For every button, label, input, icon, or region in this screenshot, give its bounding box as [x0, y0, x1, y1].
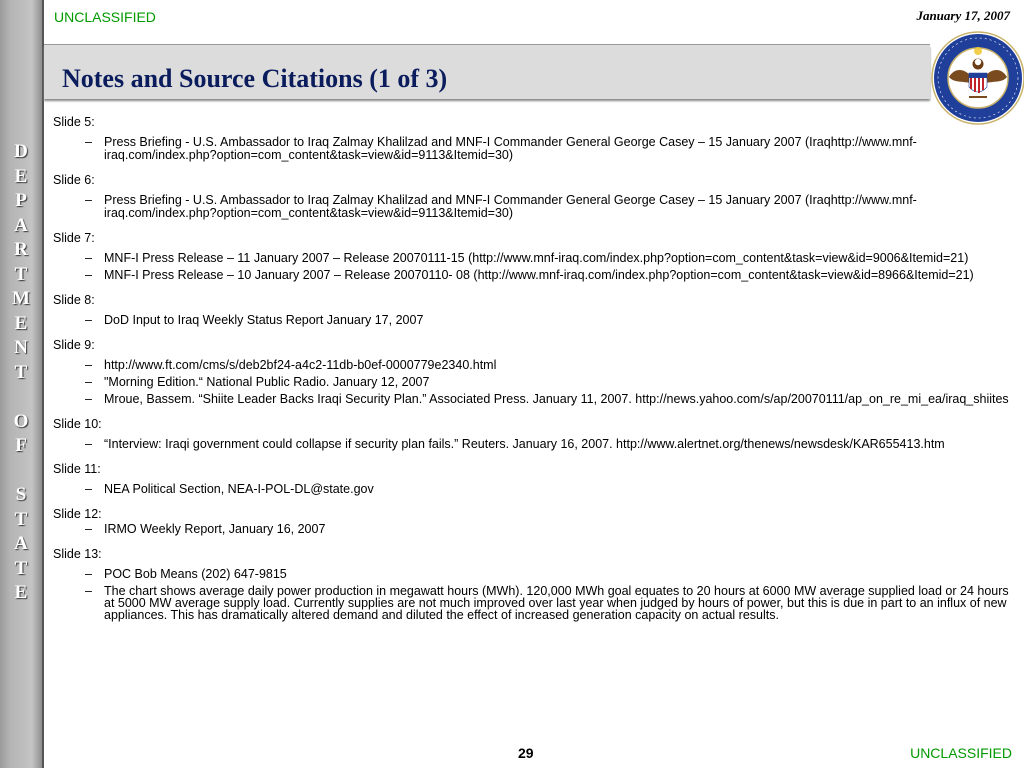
sidebar-letter: A	[14, 533, 28, 554]
slide-heading: Slide 11:	[53, 462, 101, 476]
slide-heading: Slide 7:	[53, 231, 95, 245]
department-of-state-seal-icon	[931, 31, 1024, 125]
slide-heading: Slide 10:	[53, 417, 102, 431]
citation-text: Mroue, Bassem. “Shiite Leader Backs Iraqi Security Plan.” Associated Press. January 11, 2007. http://news.yahoo.com/s/ap/20070111/ap_on_re_mi_ea/iraq_shiites	[104, 392, 1009, 406]
header-date: January 17, 2007	[916, 8, 1010, 23]
dash-bullet: –	[85, 375, 92, 389]
sidebar-letter: N	[14, 337, 28, 358]
citation-text: “Interview: Iraqi government could collapse if security plan fails.” Reuters. January 16, 2007. http://www.alertnet.org/thenews/newsdesk/KAR655413.htm	[104, 437, 945, 451]
slide-heading: Slide 8:	[53, 293, 95, 307]
sidebar-letter: F	[15, 435, 27, 456]
citation-text: "Morning Edition.“ National Public Radio. January 12, 2007	[104, 375, 430, 389]
dash-bullet: –	[85, 135, 92, 149]
sidebar-letter: P	[15, 190, 27, 211]
citation-text: Press Briefing - U.S. Ambassador to Iraq Zalmay Khalilzad and MNF-I Commander General George Casey – 15 January 2007 (Iraqhttp://www.mnf-iraq.com/index.php?option=com_content&task=view&id=9113&Itemid=30)	[104, 193, 917, 220]
citation-item	[53, 194, 1013, 220]
citation-item	[53, 252, 1013, 265]
sidebar-letter: T	[14, 361, 28, 383]
citation-item	[53, 523, 1013, 536]
slide-heading: Slide 5:	[53, 115, 95, 129]
sidebar-letter: E	[14, 165, 28, 187]
page-number: 29	[518, 745, 534, 761]
citation-item	[53, 568, 1013, 581]
sidebar-letter: T	[14, 557, 28, 579]
sidebar-word-gap	[0, 385, 42, 410]
slide-7-citations	[53, 232, 1013, 282]
citation-text: NEA Political Section, NEA-I-POL-DL@state.gov	[104, 482, 374, 496]
dash-bullet: –	[85, 567, 92, 581]
slide-heading: Slide 9:	[53, 338, 95, 352]
sidebar-letter: T	[14, 263, 28, 285]
citation-text: The chart shows average daily power production in megawatt hours (MWh). 120,000 MWh goal equates to 20 hours at 6000 MW average supplied load or 24 hours at 5000 MW average supply load. Currently supplies are not much improved over last year when judged by hours of power, but this is due in part to an influx of new appliances. This has dramatically altered demand and diluted the effect of increased generation capacity on actual results.	[104, 584, 1009, 622]
dash-bullet: –	[85, 313, 92, 327]
citation-item	[53, 136, 1013, 162]
citation-text: MNF-I Press Release – 10 January 2007 – Release 20070110- 08 (http://www.mnf-iraq.com/index.php?option=com_content&task=view&id=8966&Itemid=21)	[104, 268, 974, 282]
dash-bullet: –	[85, 268, 92, 282]
sidebar-word-gap	[0, 459, 42, 484]
citation-text: http://www.ft.com/cms/s/deb2bf24-a4c2-11db-b0ef-0000779e2340.html	[104, 358, 497, 372]
dash-bullet: –	[85, 251, 92, 265]
sidebar-letter: A	[14, 214, 28, 236]
top-classification-label: UNCLASSIFIED	[54, 9, 156, 25]
slide-8-citations	[53, 294, 1013, 327]
citation-item	[53, 393, 1013, 406]
citation-text: DoD Input to Iraq Weekly Status Report January 17, 2007	[104, 313, 424, 327]
slide-9-citations	[53, 339, 1013, 406]
citation-item	[53, 269, 1013, 282]
sidebar-letter: T	[14, 508, 28, 530]
sidebar-letter: D	[14, 141, 28, 162]
dash-bullet: –	[85, 584, 92, 598]
citation-item	[53, 376, 1013, 389]
bottom-classification-label: UNCLASSIFIED	[910, 745, 1012, 761]
dash-bullet: –	[85, 193, 92, 207]
citation-item	[53, 585, 1013, 621]
slide-heading: Slide 6:	[53, 173, 95, 187]
dash-bullet: –	[85, 392, 92, 406]
citation-item	[53, 359, 1013, 372]
slide-5-citations	[53, 116, 1013, 162]
citation-text: Press Briefing - U.S. Ambassador to Iraq Zalmay Khalilzad and MNF-I Commander General George Casey – 15 January 2007 (Iraqhttp://www.mnf-iraq.com/index.php?option=com_content&task=view&id=9113&Itemid=30)	[104, 135, 917, 162]
page-title: Notes and Source Citations (1 of 3)	[62, 64, 448, 93]
slide-6-citations	[53, 174, 1013, 220]
dash-bullet: –	[85, 437, 92, 451]
dash-bullet: –	[85, 482, 92, 496]
sidebar-letter: E	[14, 582, 28, 603]
sidebar-letter: S	[15, 484, 27, 505]
slide-10-citations	[53, 418, 1013, 451]
dash-bullet: –	[85, 358, 92, 372]
sidebar-letter: R	[14, 239, 28, 260]
citation-text: MNF-I Press Release – 11 January 2007 – Release 20070111-15 (http://www.mnf-iraq.com/index.php?option=com_content&task=view&id=9006&Itemid=21)	[104, 251, 969, 265]
citation-text: IRMO Weekly Report, January 16, 2007	[104, 522, 326, 536]
sidebar-letter: O	[13, 410, 29, 432]
slide-11-citations	[53, 463, 1013, 496]
citation-text: POC Bob Means (202) 647-9815	[104, 567, 287, 581]
sidebar-divider	[42, 0, 44, 768]
citation-item	[53, 438, 1013, 451]
slide-heading: Slide 13:	[53, 547, 102, 561]
slide-12-citations	[53, 508, 1013, 536]
sidebar-letter: E	[14, 312, 28, 334]
dash-bullet: –	[85, 522, 92, 536]
citation-item	[53, 314, 1013, 327]
slide-13-citations	[53, 548, 1013, 621]
slide-heading: Slide 12:	[53, 507, 102, 521]
sidebar-letter: M	[12, 288, 30, 309]
citation-item	[53, 483, 1013, 496]
citations-content	[53, 116, 1013, 633]
department-of-state-vertical-text	[0, 140, 42, 606]
